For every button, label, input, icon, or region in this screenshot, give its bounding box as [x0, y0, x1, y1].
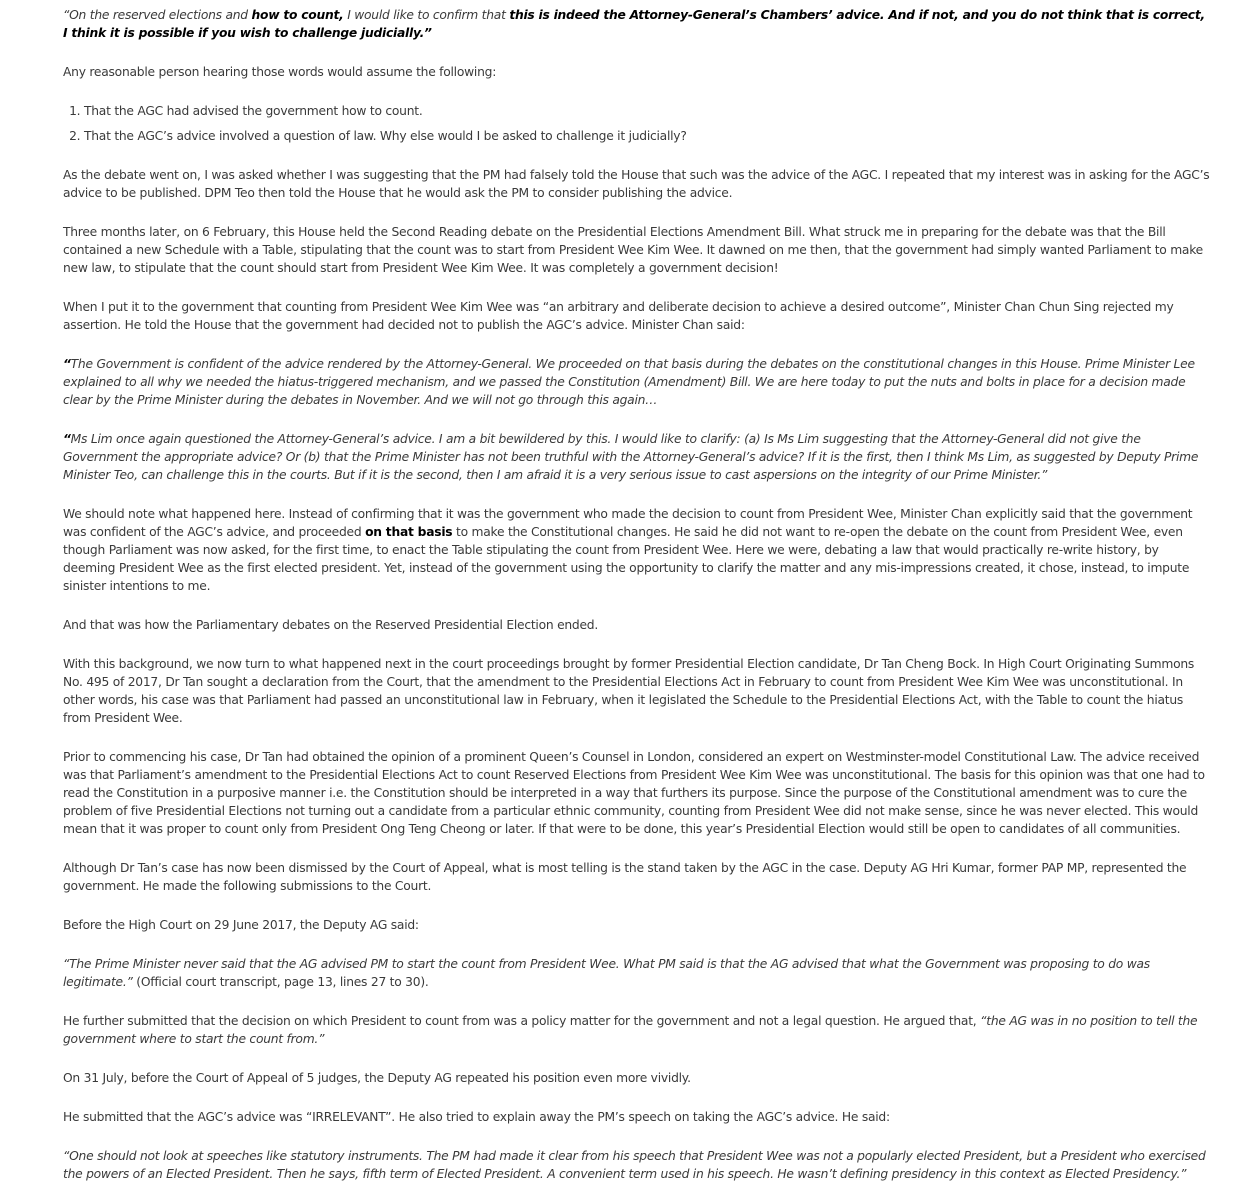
emphasis-text: how to count,	[251, 8, 344, 22]
text: to make the Constitutional changes. He said he did not want to re-open the debate on the count from President Wee, even though Parliament was now asked, for the first time, to enact the Table stipulating the count from President Wee. Here we were, debating a law that would practically re-write history, by deeming President Wee as the first elected president. Yet, instead of the government using the opportunity to clarify the matter and any mis-impressions created, it chose, instead, to impute sinister intentions to me.	[63, 525, 1190, 593]
list-item: 1. That the AGC had advised the government how to count.	[84, 102, 1213, 120]
citation: (Official court transcript, page 13, lines 27 to 30).	[132, 975, 429, 989]
paragraph-background: With this background, we now turn to what happened next in the court proceedings brought by former Presidential Election candidate, Dr Tan Cheng Bock. In High Court Originating Summons No. 495 of 2017, Dr Tan sought a declaration from the Court, that the amendment to the Presidential Elections Act in February to count from President Wee Kim Wee was unconstitutional. In other words, his case was that Parliament had passed an unconstitutional law in February, when it legislated the Schedule to the Presidential Elections Act, with the Table to count the hiatus from President Wee.	[63, 657, 1195, 725]
quote-text: The Government is confident of the advice rendered by the Attorney-General. We proceeded on that basis during the debates on the constitutional changes in this House. Prime Minister Lee explained to all why we needed the hiatus-triggered mechanism, and we passed the Constitution (Amendment) Bill. We are here today to put the nuts and bolts in place for a decision made clear by the Prime Minister during the debates in November. And we will not go through this again…	[63, 357, 1195, 407]
quote-text: “On the reserved elections and	[63, 8, 252, 22]
paragraph-should-note	[63, 505, 1213, 595]
emphasis-text: on that basis	[365, 525, 453, 539]
intro-quote	[63, 6, 1213, 42]
emphasis-text: this is indeed the Attorney-General’s Chambers’ advice. And if not, and you do not think that is correct, I think it is possible if you wish to challenge judicially.”	[63, 8, 1205, 40]
paragraph-although: Although Dr Tan’s case has now been dismissed by the Court of Appeal, what is most telling is the stand taken by the AGC in the case. Deputy AG Hri Kumar, former PAP MP, represented the government. He made the following submissions to the Court.	[63, 861, 1187, 893]
assumptions-list	[63, 102, 1213, 145]
quote-text: I would like to confirm that	[343, 8, 510, 22]
paragraph-irrelevant: He submitted that the AGC’s advice was “IRRELEVANT”. He also tried to explain away the PM’s speech on taking the AGC’s advice. He said:	[63, 1110, 890, 1124]
text: We should note what happened here. Instead of confirming that it was the government who made the decision to count from President Wee, Minister Chan explicitly said that the government was confident of the AGC’s advice, and proceeded	[63, 507, 1193, 539]
quote-mark: “	[63, 357, 71, 371]
quote-text: “the AG was in no position to tell the government where to start the count from.”	[63, 1014, 1198, 1046]
quote-text: Ms Lim once again questioned the Attorney-General’s advice. I am a bit bewildered by this. I would like to clarify: (a) Is Ms Lim suggesting that the Attorney-General did not give the Government the appropriate advice? Or (b) that the Prime Minister has not been truthful with the Attorney-General’s advice? If it is the first, then I think Ms Lim, as suggested by Deputy Prime Minister Teo, can challenge this in the courts. But if it is the second, then I am afraid it is a very serious issue to cast aspersions on the integrity of our Prime Minister.”	[63, 432, 1199, 482]
paragraph-three-months: Three months later, on 6 February, this House held the Second Reading debate on the Presidential Elections Amendment Bill. What struck me in preparing for the debate was that the Bill contained a new Schedule with a Table, stipulating that the count was to start from President Wee Kim Wee. It dawned on me then, that the government had simply wanted Parliament to make new law, to stipulate that the count should start from President Wee Kim Wee. It was completely a government decision!	[63, 225, 1203, 275]
list-item: 2. That the AGC’s advice involved a question of law. Why else would I be asked to challenge it judicially?	[84, 127, 1213, 145]
paragraph-further	[63, 1012, 1213, 1048]
paragraph-reasonable: Any reasonable person hearing those words would assume the following:	[63, 65, 497, 79]
paragraph-31-july: On 31 July, before the Court of Appeal of 5 judges, the Deputy AG repeated his position even more vividly.	[63, 1071, 691, 1085]
quote-mark: “	[63, 432, 71, 446]
quote-high-court	[63, 955, 1213, 991]
quote-text: “The Prime Minister never said that the AG advised PM to start the count from President Wee. What PM said is that the AG advised that what the Government was proposing to do was legitimate.”	[63, 957, 1150, 989]
paragraph-ended: And that was how the Parliamentary debates on the Reserved Presidential Election ended.	[63, 618, 599, 632]
quote-speeches: “One should not look at speeches like statutory instruments. The PM had made it clear from his speech that President Wee was not a popularly elected President, but a President who exercised the powers of an Elected President. Then he says, fifth term of Elected President. A convenient term used in his speech. He wasn’t defining presidency in this context as Elected Presidency.”	[63, 1149, 1206, 1181]
paragraph-before-high-court: Before the High Court on 29 June 2017, the Deputy AG said:	[63, 918, 419, 932]
paragraph-debate: As the debate went on, I was asked whether I was suggesting that the PM had falsely told the House that such was the advice of the AGC. I repeated that my interest was in asking for the AGC’s advice to be published. DPM Teo then told the House that he would ask the PM to consider publishing the advice.	[63, 168, 1210, 200]
quote-chan-2	[63, 430, 1213, 484]
paragraph-when-i-put: When I put it to the government that counting from President Wee Kim Wee was “an arbitrary and deliberate decision to achieve a desired outcome”, Minister Chan Chun Sing rejected my assertion. He told the House that the government had decided not to publish the AGC’s advice. Minister Chan said:	[63, 300, 1174, 332]
quote-chan-1	[63, 355, 1213, 409]
text: He further submitted that the decision on which President to count from was a policy matter for the government and not a legal question. He argued that,	[63, 1014, 981, 1028]
paragraph-prior: Prior to commencing his case, Dr Tan had obtained the opinion of a prominent Queen’s Counsel in London, considered an expert on Westminster-model Constitutional Law. The advice received was that Parliament’s amendment to the Presidential Elections Act to count Reserved Elections from President Wee Kim Wee was unconstitutional. The basis for this opinion was that one had to read the Constitution in a purposive manner i.e. the Constitution should be interpreted in a way that furthers its purpose. Since the purpose of the Constitutional amendment was to cure the problem of five Presidential Elections not turning out a candidate from a particular ethnic community, counting from President Wee did not make sense, since he was never elected. This would mean that it was proper to count only from President Ong Teng Cheong or later. If that were to be done, this year’s Presidential Election would still be open to candidates of all communities.	[63, 750, 1205, 836]
